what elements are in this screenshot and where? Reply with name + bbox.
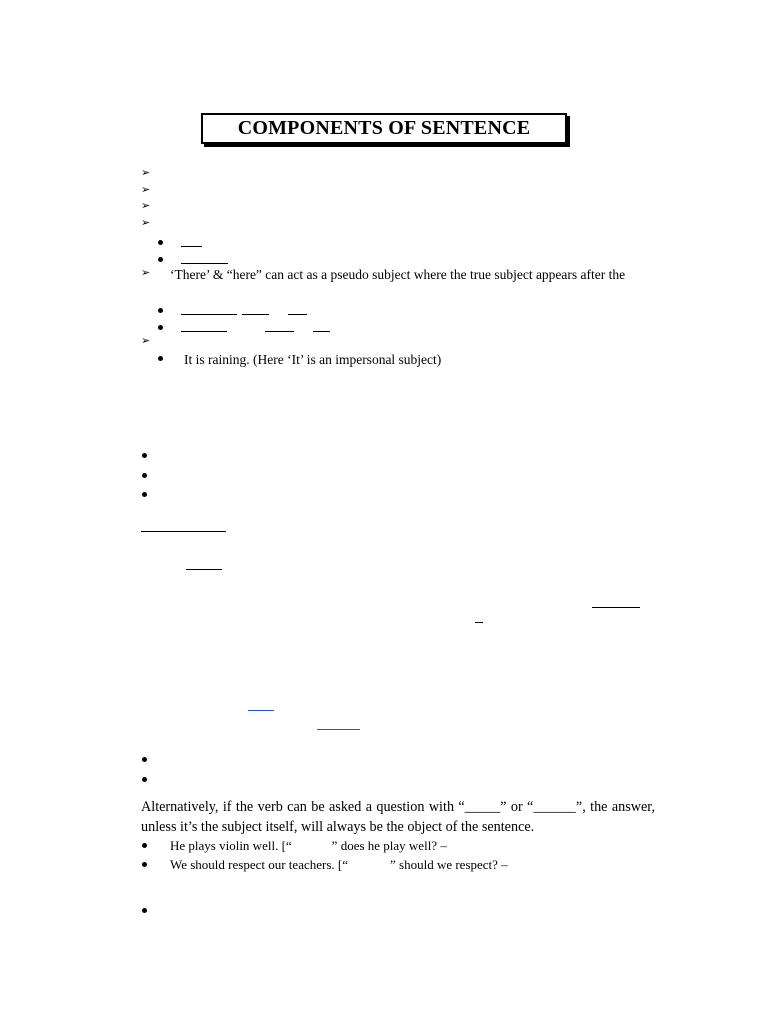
object-example-1-before: He plays violin well. [“ (170, 838, 292, 853)
object-example-2-before: We should respect our teachers. [“ (170, 857, 348, 872)
bullet-dot (158, 308, 163, 313)
bullet-dot (142, 843, 147, 848)
blank-line (181, 314, 237, 315)
arrow-bullet-6: ➢ (141, 335, 151, 347)
bullet-dot (158, 356, 163, 361)
blank-line (181, 263, 228, 264)
arrow-bullet-2: ➢ (141, 184, 151, 196)
page-title: COMPONENTS OF SENTENCE (237, 117, 531, 139)
dash-underscore (475, 622, 483, 623)
arrow-bullet-3: ➢ (141, 200, 151, 212)
blank-line (242, 314, 269, 315)
bullet-dot (142, 777, 147, 782)
arrow-bullet-4: ➢ (141, 217, 151, 229)
blank-line (181, 331, 227, 332)
title-box (201, 113, 567, 144)
bullet-dot (158, 240, 163, 245)
object-example-1 (170, 839, 447, 852)
heading-underline (141, 531, 226, 532)
bullet-dot (142, 757, 147, 762)
blank-line (592, 607, 640, 608)
pseudo-subject-text (170, 268, 656, 282)
object-example-2 (170, 858, 508, 871)
bullet-dot (142, 908, 147, 913)
bullet-dot (142, 453, 147, 458)
bullet-dot (158, 325, 163, 330)
hyperlink-underline[interactable] (317, 729, 360, 730)
bullet-dot (158, 257, 163, 262)
arrow-bullet-1: ➢ (141, 167, 151, 179)
bullet-dot (142, 862, 147, 867)
impersonal-example: It is raining. (Here ‘It’ is an impersonal subject) (184, 352, 442, 367)
bullet-dot (142, 492, 147, 497)
blank-line (265, 331, 294, 332)
object-example-1-after: ” does he play well? – (331, 838, 447, 853)
bullet-dot (142, 473, 147, 478)
hyperlink-underline[interactable] (248, 710, 274, 711)
blank-line (186, 569, 222, 570)
blank-line (313, 331, 330, 332)
blank-line (181, 246, 202, 247)
blank-line (288, 314, 307, 315)
object-example-2-after: ” should we respect? – (390, 857, 508, 872)
object-paragraph: Alternatively, if the verb can be asked a question with “_____” or “______”, the answer, unless it’s the subject itself, will always be the object of the sentence. (141, 799, 655, 835)
pseudo-subject-line: ‘There’ & “here” can act as a pseudo subject where the true subject appears after the (170, 267, 626, 282)
arrow-bullet-5: ➢ (141, 267, 151, 279)
